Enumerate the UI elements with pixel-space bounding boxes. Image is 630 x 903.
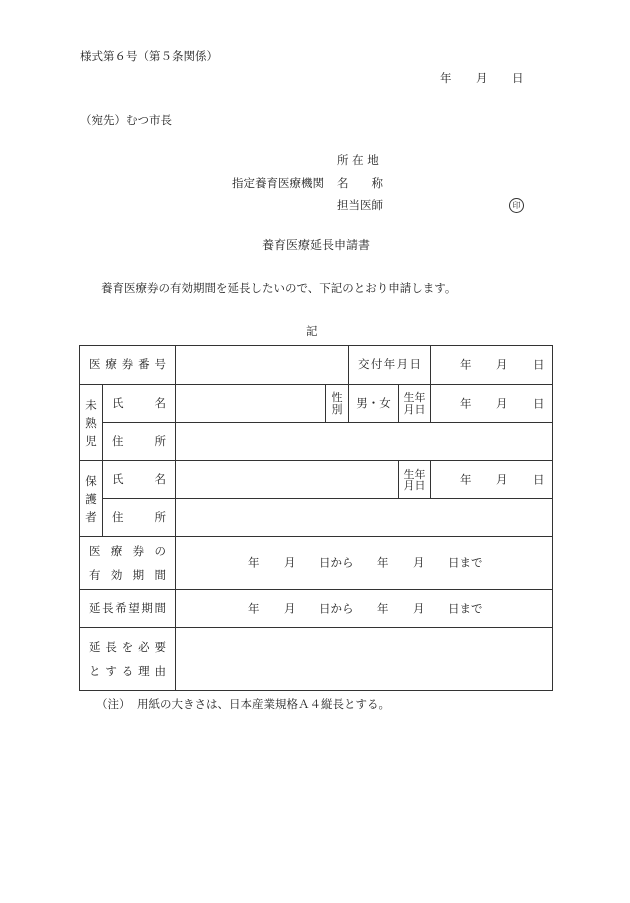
ymd-month: 月 — [496, 357, 508, 372]
guardian-address-field[interactable] — [176, 499, 553, 537]
period-start-month: 月 — [284, 555, 296, 570]
addressee: （宛先）むつ市長 — [80, 113, 172, 127]
infant-name-field[interactable] — [176, 385, 326, 423]
location-label: 所 在 地 — [337, 153, 379, 167]
guardian-birthdate-label: 生年月日 — [399, 461, 431, 499]
period-start-year: 年 — [248, 600, 260, 615]
guardian-label: 保 護 者 — [80, 461, 103, 537]
infant-address-field[interactable] — [176, 423, 553, 461]
period-start-day: 日から — [319, 555, 354, 570]
ymd-day: 日 — [533, 471, 545, 486]
extension-period-field[interactable] — [176, 590, 553, 628]
ymd-month: 月 — [496, 395, 508, 410]
ymd-day: 日 — [533, 395, 545, 410]
ymd-month: 月 — [496, 471, 508, 486]
date-day-label: 日 — [512, 71, 524, 85]
seal-mark: 印 — [509, 198, 524, 213]
extension-period-label: 延長希望期間 — [80, 590, 176, 628]
period-end-day: 日まで — [448, 555, 483, 570]
infant-name-label: 氏 名 — [103, 385, 176, 423]
period-start-year: 年 — [248, 555, 260, 570]
period-end-day: 日まで — [448, 600, 483, 615]
ticket-number-label: 医療券番号 — [80, 346, 176, 385]
period-end-month: 月 — [413, 555, 425, 570]
doctor-label: 担当医師 — [337, 198, 383, 212]
name-label: 名 称 — [337, 176, 383, 190]
guardian-name-field[interactable] — [176, 461, 399, 499]
footer-note-text: 用紙の大きさは、日本産業規格Ａ４縦長とする。 — [137, 697, 390, 711]
issue-date-label: 交付年月日 — [349, 346, 431, 385]
infant-birthdate-field[interactable] — [431, 385, 553, 423]
validity-period-field[interactable] — [176, 537, 553, 590]
note-heading: 記 — [306, 324, 318, 338]
application-table — [79, 345, 553, 691]
ymd-year: 年 — [460, 471, 472, 486]
date-year-label: 年 — [440, 71, 452, 85]
validity-label: 医療券の 有効期間 — [80, 537, 176, 590]
intro-text: 養育医療券の有効期間を延長したいので、下記のとおり申請します。 — [101, 281, 457, 295]
ymd-year: 年 — [460, 357, 472, 372]
reason-field[interactable] — [176, 628, 553, 691]
guardian-address-label: 住 所 — [103, 499, 176, 537]
period-end-month: 月 — [413, 600, 425, 615]
form-number: 様式第６号（第５条関係） — [80, 49, 218, 63]
reason-label: 延長を必要 とする理由 — [80, 628, 176, 691]
ticket-number-field[interactable] — [176, 346, 349, 385]
infant-label: 未 熟 児 — [80, 385, 103, 461]
ymd-day: 日 — [533, 357, 545, 372]
date-month-label: 月 — [476, 71, 488, 85]
org-label: 指定養育医療機関 — [232, 176, 324, 190]
period-end-year: 年 — [377, 555, 389, 570]
period-start-day: 日から — [319, 600, 354, 615]
period-end-year: 年 — [377, 600, 389, 615]
form-title: 養育医療延長申請書 — [262, 238, 371, 252]
period-start-month: 月 — [284, 600, 296, 615]
infant-birthdate-label: 生年 月日 — [399, 385, 431, 423]
guardian-name-label: 氏 名 — [103, 461, 176, 499]
sex-option[interactable]: 男・女 — [349, 385, 399, 423]
infant-address-label: 住 所 — [103, 423, 176, 461]
sex-label: 性 別 — [326, 385, 349, 423]
footer-note-mark: （注） — [96, 697, 131, 711]
guardian-birthdate-field[interactable] — [431, 461, 553, 499]
issue-date-field[interactable] — [431, 346, 553, 385]
ymd-year: 年 — [460, 395, 472, 410]
